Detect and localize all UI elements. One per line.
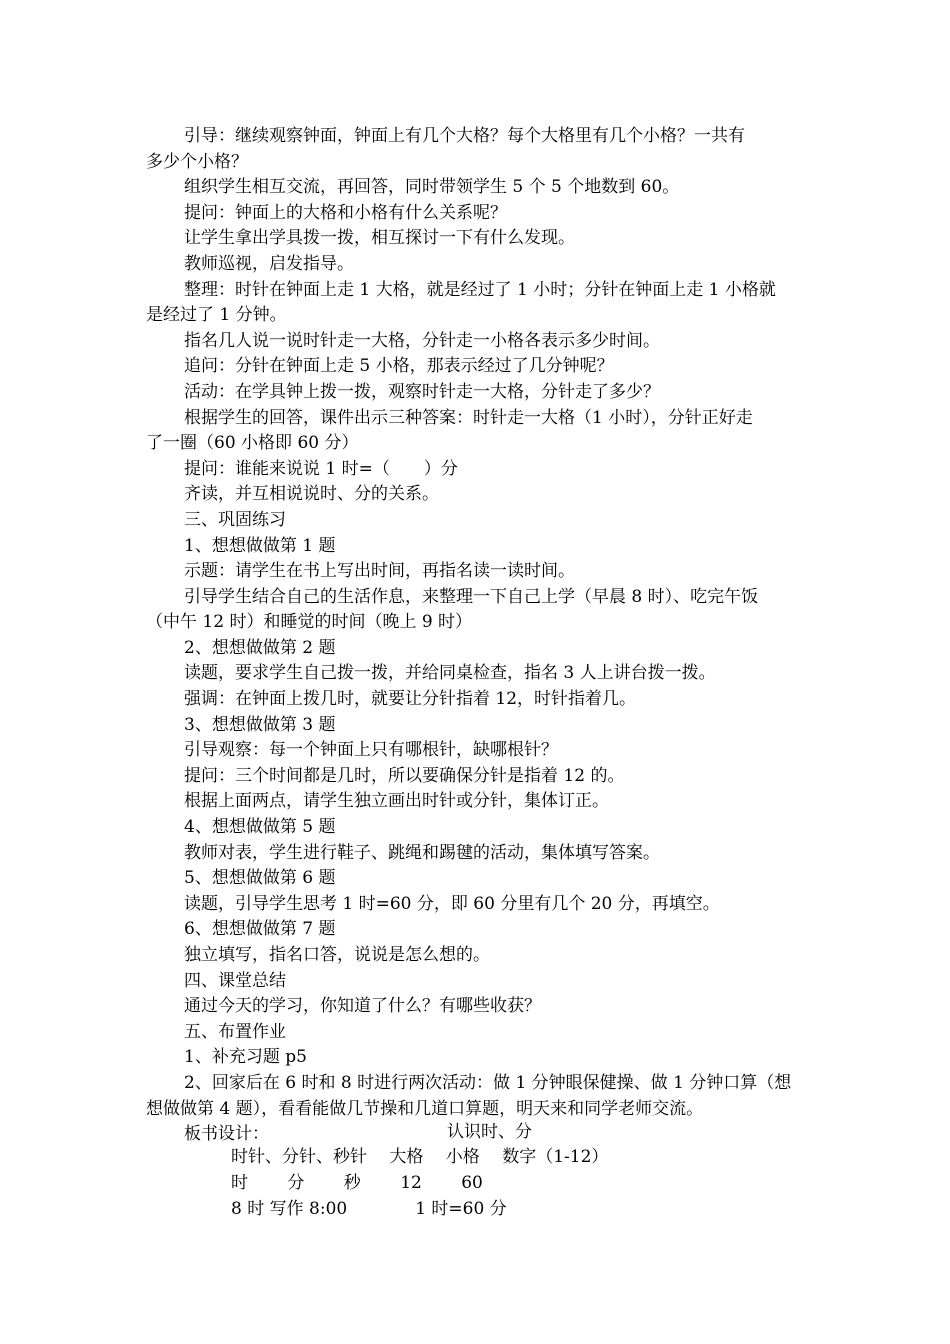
text-line: 追问：分针在钟面上走 5 小格，那表示经过了几分钟呢？	[184, 356, 614, 377]
text-line: 4、想想做做第 5 题	[184, 817, 336, 838]
text-line: 根据上面两点，请学生独立画出时针或分针，集体订正。	[184, 791, 609, 812]
text-line: 组织学生相互交流，再回答，同时带领学生 5 个 5 个地数到 60。	[184, 177, 680, 198]
text-line: 通过今天的学习，你知道了什么？有哪些收获？	[184, 996, 541, 1017]
text-line: 了一圈（60 小格即 60 分）	[146, 433, 359, 454]
text-line: 提问：三个时间都是几时，所以要确保分针是指着 12 的。	[184, 765, 625, 786]
text-line: 5、想想做做第 6 题	[184, 868, 336, 889]
text-line: 引导观察：每一个钟面上只有哪根针，缺哪根针？	[184, 740, 558, 761]
text-line: 强调：在钟面上拨几时，就要让分针指着 12，时针指着几。	[184, 689, 637, 710]
text-line: （中午 12 时）和睡觉的时间（晚上 9 时）	[146, 612, 473, 633]
text-line: 3、想想做做第 3 题	[184, 714, 336, 735]
text-line: 指名几人说一说时针走一大格，分针走一小格各表示多少时间。	[184, 330, 660, 351]
text-line: 教师巡视，启发指导。	[184, 253, 354, 274]
text-line: 读题，引导学生思考 1 时=60 分，即 60 分里有几个 20 分，再填空。	[184, 893, 720, 914]
text-line: 想做做第 4 题），看看能做几节操和几道口算题，明天来和同学老师交流。	[146, 1098, 704, 1119]
text-line: 1、补充习题 p5	[184, 1047, 307, 1068]
text-line: 提问：钟面上的大格和小格有什么关系呢？	[184, 202, 507, 223]
text-line: 五、布置作业	[184, 1021, 286, 1042]
text-line: 教师对表，学生进行鞋子、跳绳和踢毽的活动，集体填写答案。	[184, 842, 660, 863]
text-line: 整理：时针在钟面上走 1 大格，就是经过了 1 小时；分针在钟面上走 1 小格就	[184, 279, 776, 300]
text-line: 示题：请学生在书上写出时间，再指名读一读时间。	[184, 561, 575, 582]
text-line: 三、巩固练习	[184, 509, 286, 530]
lesson-body	[146, 124, 808, 1148]
text-line: 1、想想做做第 1 题	[184, 535, 336, 556]
text-line: 2、回家后在 6 时和 8 时进行两次活动：做 1 分钟眼保健操、做 1 分钟口算（想	[184, 1072, 792, 1093]
board-line-hands: 时针、分针、秒针 大格 小格 数字（1-12）	[231, 1147, 609, 1167]
text-line: 是经过了 1 分钟。	[146, 305, 287, 326]
text-line: 提问：谁能来说说 1 时=（ ）分	[184, 458, 458, 479]
text-line: 四、课堂总结	[184, 970, 286, 991]
text-line: 引导：继续观察钟面，钟面上有几个大格？每个大格里有几个小格？一共有	[184, 126, 745, 146]
board-title: 认识时、分	[447, 1122, 532, 1142]
text-line: 根据学生的回答，课件出示三种答案：时针走一大格（1 小时），分针正好走	[184, 407, 753, 428]
text-line: 多少个小格？	[146, 151, 248, 172]
text-line: 独立填写，指名口答，说说是怎么想的。	[184, 945, 490, 965]
board-line-units: 时 分 秒 12 60	[231, 1173, 483, 1193]
board-line-example: 8 时 写作 8:00 1 时=60 分	[231, 1199, 507, 1219]
text-line: 引导学生结合自己的生活作息，来整理一下自己上学（早晨 8 时）、吃完午饭	[184, 586, 759, 607]
text-line: 2、想想做做第 2 题	[184, 637, 336, 658]
text-line: 6、想想做做第 7 题	[184, 919, 336, 940]
text-line: 读题，要求学生自己拨一拨，并给同桌检查，指名 3 人上讲台拨一拨。	[184, 663, 716, 684]
text-line: 板书设计：	[184, 1124, 269, 1145]
text-line: 活动：在学具钟上拨一拨，观察时针走一大格，分针走了多少？	[184, 381, 660, 402]
text-line: 齐读，并互相说说时、分的关系。	[184, 484, 439, 505]
text-line: 让学生拿出学具拨一拨，相互探讨一下有什么发现。	[184, 228, 575, 249]
